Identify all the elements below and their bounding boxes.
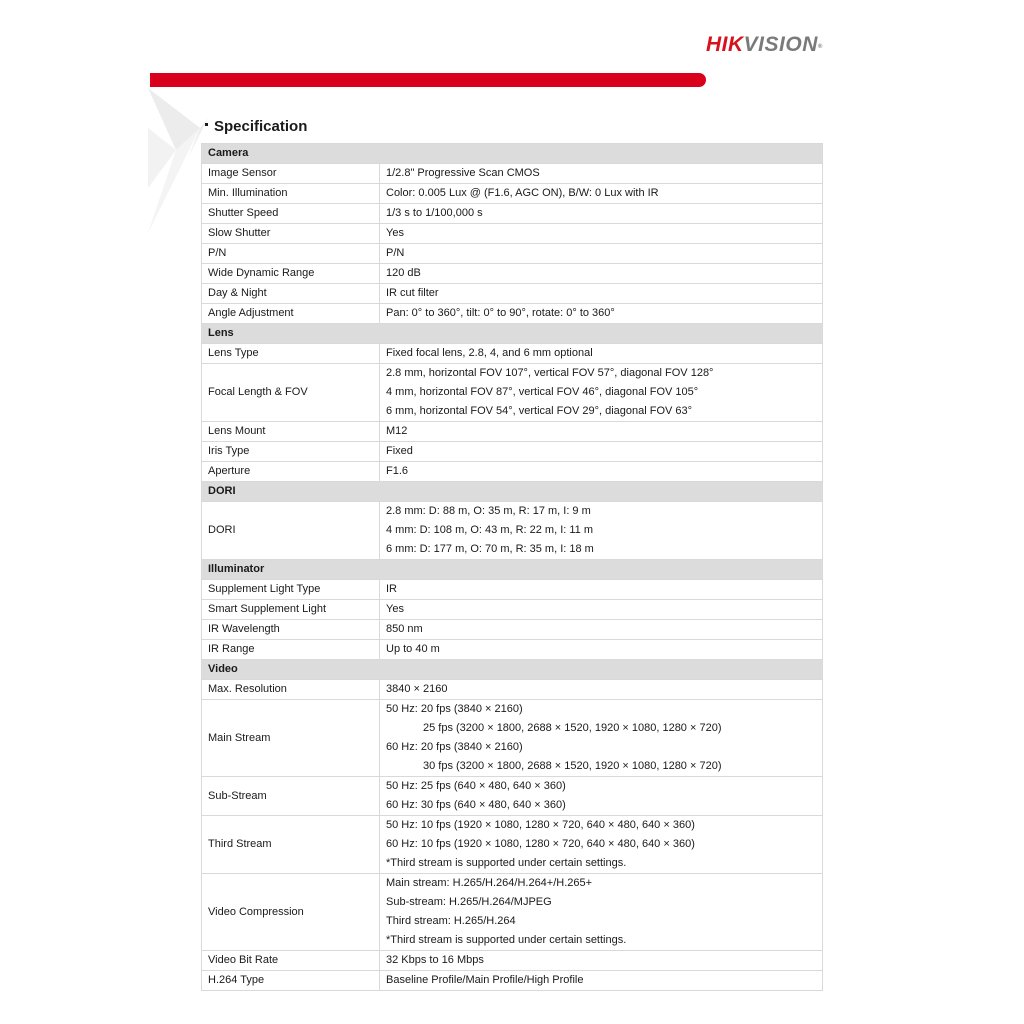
spec-value-line: 25 fps (3200 × 1800, 2688 × 1520, 1920 × 1080, 1280 × 720) [423, 722, 722, 734]
spec-value-line: Third stream: H.265/H.264 [386, 915, 516, 927]
spec-value-line: 50 Hz: 25 fps (640 × 480, 640 × 360) [386, 780, 566, 792]
spec-value-line: 60 Hz: 30 fps (640 × 480, 640 × 360) [386, 799, 566, 811]
spec-row [202, 580, 823, 600]
spec-value-line: 120 dB [386, 267, 421, 279]
spec-row [202, 777, 823, 816]
section-title: Lens [202, 324, 823, 344]
spec-value [380, 680, 823, 700]
spec-value [380, 364, 823, 422]
section-header-video [202, 660, 823, 680]
spec-row [202, 502, 823, 560]
spec-key: Shutter Speed [202, 204, 380, 224]
section-header-lens [202, 324, 823, 344]
spec-value-line: Pan: 0° to 360°, tilt: 0° to 90°, rotate: 0° to 360° [386, 307, 615, 319]
spec-value-line: M12 [386, 425, 408, 437]
spec-row [202, 364, 823, 422]
spec-value-line: 4 mm, horizontal FOV 87°, vertical FOV 46°, diagonal FOV 105° [386, 386, 699, 398]
spec-row [202, 244, 823, 264]
spec-key: Third Stream [202, 816, 380, 874]
spec-key: Main Stream [202, 700, 380, 777]
section-title: Camera [202, 144, 823, 164]
section-title: Illuminator [202, 560, 823, 580]
spec-value [380, 580, 823, 600]
spec-value-line: 6 mm, horizontal FOV 54°, vertical FOV 29°, diagonal FOV 63° [386, 405, 693, 417]
spec-row [202, 204, 823, 224]
spec-row [202, 184, 823, 204]
page-title [205, 118, 307, 135]
spec-row [202, 422, 823, 442]
spec-value [380, 502, 823, 560]
spec-value [380, 777, 823, 816]
spec-value-line: 4 mm: D: 108 m, O: 43 m, R: 22 m, I: 11 m [386, 524, 594, 536]
spec-value-line: 50 Hz: 20 fps (3840 × 2160) [386, 703, 523, 715]
spec-value-line: 30 fps (3200 × 1800, 2688 × 1520, 1920 × 1080, 1280 × 720) [423, 760, 722, 772]
spec-value-line: Color: 0.005 Lux @ (F1.6, AGC ON), B/W: 0 Lux with IR [386, 187, 659, 199]
spec-value [380, 422, 823, 442]
spec-value-line: F1.6 [386, 465, 409, 477]
spec-row [202, 874, 823, 951]
spec-key: Aperture [202, 462, 380, 482]
spec-key: Wide Dynamic Range [202, 264, 380, 284]
spec-row [202, 640, 823, 660]
spec-key: Slow Shutter [202, 224, 380, 244]
bullet-icon [205, 123, 208, 126]
spec-value-line: 50 Hz: 10 fps (1920 × 1080, 1280 × 720, 640 × 480, 640 × 360) [386, 819, 695, 831]
spec-value-line: IR cut filter [386, 287, 439, 299]
spec-value [380, 284, 823, 304]
spec-key: H.264 Type [202, 971, 380, 991]
spec-key: Image Sensor [202, 164, 380, 184]
spec-key: Iris Type [202, 442, 380, 462]
spec-row [202, 462, 823, 482]
spec-row [202, 442, 823, 462]
spec-value-line: 2.8 mm, horizontal FOV 107°, vertical FOV 57°, diagonal FOV 128° [386, 367, 714, 379]
spec-table [201, 143, 823, 991]
spec-value-line: IR [386, 583, 397, 595]
spec-value-line: Yes [386, 227, 404, 239]
section-header-camera [202, 144, 823, 164]
spec-value-line: Fixed focal lens, 2.8, 4, and 6 mm optional [386, 347, 593, 359]
spec-value-line: 60 Hz: 20 fps (3840 × 2160) [386, 741, 523, 753]
spec-value-line: 1/2.8" Progressive Scan CMOS [386, 167, 540, 179]
spec-key: Angle Adjustment [202, 304, 380, 324]
spec-key: Min. Illumination [202, 184, 380, 204]
spec-value [380, 874, 823, 951]
spec-value-line: Yes [386, 603, 404, 615]
spec-key: Sub-Stream [202, 777, 380, 816]
spec-value-line: Fixed [386, 445, 413, 457]
watermark-star-icon [148, 88, 208, 238]
spec-key: Day & Night [202, 284, 380, 304]
spec-key: IR Range [202, 640, 380, 660]
spec-value [380, 264, 823, 284]
spec-value [380, 442, 823, 462]
spec-value [380, 971, 823, 991]
spec-value [380, 462, 823, 482]
hikvision-logo [706, 33, 823, 57]
spec-value [380, 620, 823, 640]
spec-key: Smart Supplement Light [202, 600, 380, 620]
spec-row [202, 620, 823, 640]
section-header-illuminator [202, 560, 823, 580]
spec-value-line: 1/3 s to 1/100,000 s [386, 207, 483, 219]
spec-value [380, 304, 823, 324]
spec-row [202, 971, 823, 991]
logo-hik: HIK [706, 33, 744, 56]
spec-row [202, 700, 823, 777]
spec-value [380, 700, 823, 777]
spec-value [380, 244, 823, 264]
logo-vision: VISION [743, 33, 818, 56]
spec-value-line: Main stream: H.265/H.264/H.264+/H.265+ [386, 877, 593, 889]
spec-row [202, 284, 823, 304]
spec-value [380, 224, 823, 244]
spec-value [380, 600, 823, 620]
spec-row [202, 224, 823, 244]
spec-value-line: P/N [386, 247, 405, 259]
spec-row [202, 816, 823, 874]
spec-key: Video Compression [202, 874, 380, 951]
section-header-dori [202, 482, 823, 502]
spec-value-line: Up to 40 m [386, 643, 440, 655]
spec-value-line: Baseline Profile/Main Profile/High Profile [386, 974, 584, 986]
registered-mark-icon: ® [817, 44, 823, 50]
spec-value-line: 2.8 mm: D: 88 m, O: 35 m, R: 17 m, I: 9 m [386, 505, 591, 517]
spec-value-line: 32 Kbps to 16 Mbps [386, 954, 484, 966]
spec-value-line: 850 nm [386, 623, 423, 635]
spec-row [202, 264, 823, 284]
spec-key: Lens Type [202, 344, 380, 364]
spec-value [380, 640, 823, 660]
spec-key: IR Wavelength [202, 620, 380, 640]
spec-value-line: *Third stream is supported under certain settings. [386, 857, 627, 869]
spec-key: Max. Resolution [202, 680, 380, 700]
spec-row [202, 680, 823, 700]
spec-value [380, 951, 823, 971]
spec-key: Lens Mount [202, 422, 380, 442]
section-title: DORI [202, 482, 823, 502]
spec-row [202, 164, 823, 184]
spec-value-line: 3840 × 2160 [386, 683, 448, 695]
spec-value [380, 204, 823, 224]
section-title: Video [202, 660, 823, 680]
spec-key: P/N [202, 244, 380, 264]
spec-value-line: Sub-stream: H.265/H.264/MJPEG [386, 896, 552, 908]
spec-row [202, 600, 823, 620]
spec-row [202, 344, 823, 364]
spec-key: DORI [202, 502, 380, 560]
spec-key: Video Bit Rate [202, 951, 380, 971]
spec-value [380, 344, 823, 364]
page-title-text: Specification [214, 118, 308, 135]
spec-value-line: 60 Hz: 10 fps (1920 × 1080, 1280 × 720, 640 × 480, 640 × 360) [386, 838, 695, 850]
spec-key: Supplement Light Type [202, 580, 380, 600]
spec-value-line: *Third stream is supported under certain settings. [386, 934, 627, 946]
spec-key: Focal Length & FOV [202, 364, 380, 422]
spec-row [202, 951, 823, 971]
spec-value-line: 6 mm: D: 177 m, O: 70 m, R: 35 m, I: 18 m [386, 543, 594, 555]
spec-row [202, 304, 823, 324]
spec-value [380, 164, 823, 184]
header-red-bar [150, 73, 706, 87]
spec-value [380, 816, 823, 874]
spec-value [380, 184, 823, 204]
